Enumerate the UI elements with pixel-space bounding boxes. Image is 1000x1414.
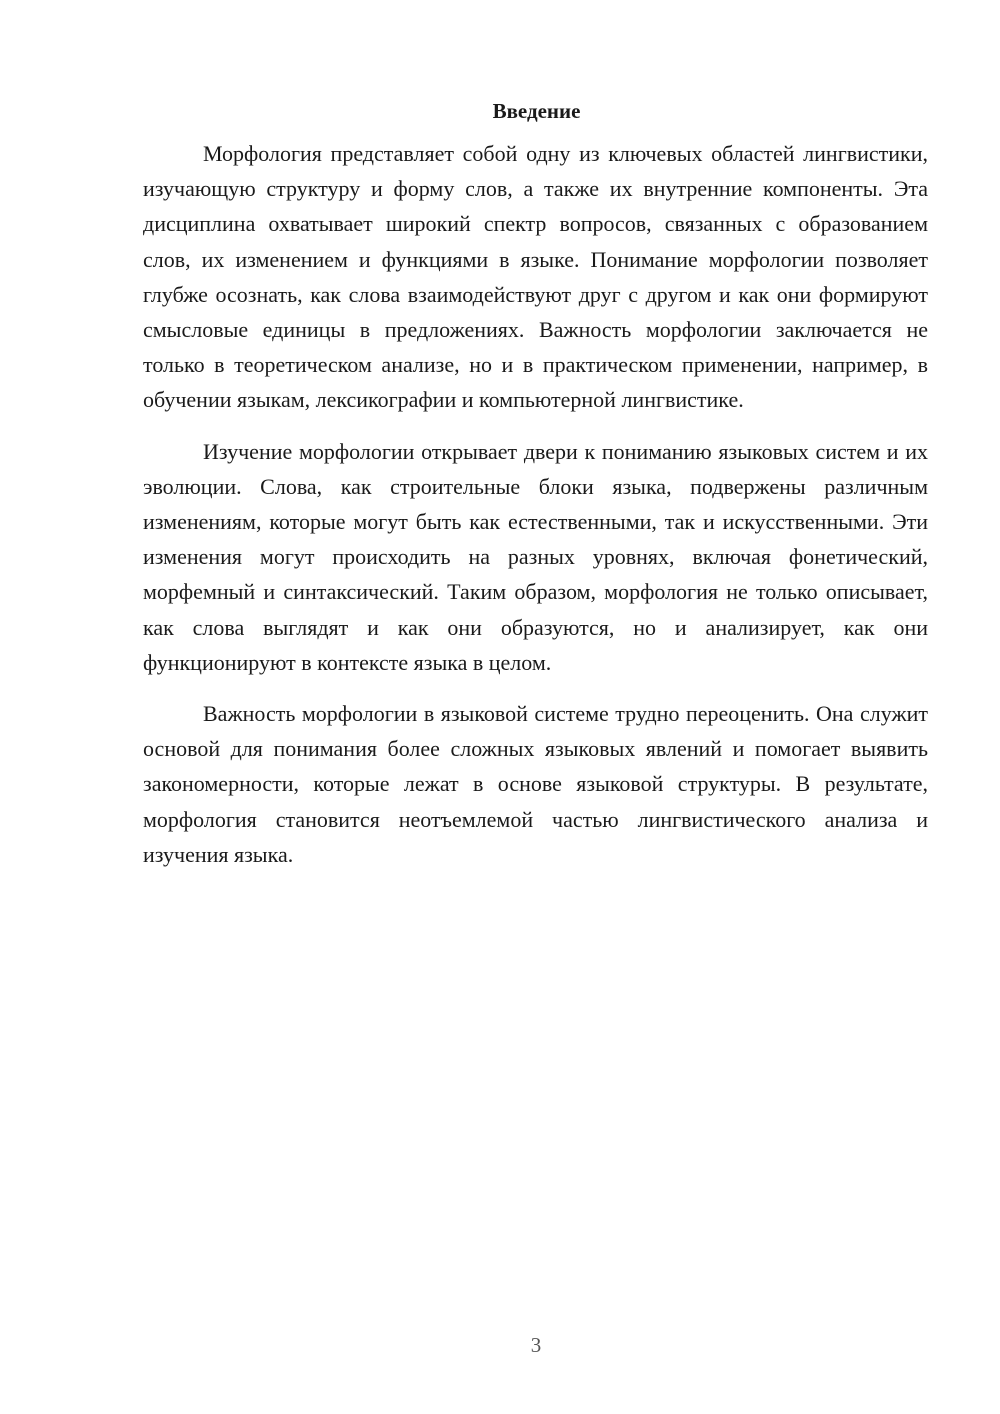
- paragraph-1: Морфология представляет собой одну из ключевых областей лингвистики, изучающую структуру и форму слов, а также их внутренние компоненты. Эта дисциплина охватывает широкий спектр вопросов, связанных с образованием слов, их изменением и функциями в языке. Понимание морфологии позволяет глубже осознать, как слова взаимодействуют друг с другом и как они формируют смысловые единицы в предложениях. Важность морфологии заключается не только в теоретическом анализе, но и в практическом применении, например, в обучении языкам, лексикографии и компьютерной лингвистике.: [143, 141, 928, 413]
- section-heading: Введение: [492, 99, 581, 123]
- page-number: 3: [530, 1333, 542, 1357]
- paragraph-3: Важность морфологии в языковой системе трудно переоценить. Она служит основой для понимания более сложных языковых явлений и помогает выявить закономерности, которые лежат в основе языковой структуры. В результате, морфология становится неотъемлемой частью лингвистического анализа и изучения языка.: [143, 701, 928, 867]
- page-content: [143, 96, 928, 888]
- paragraph-2: Изучение морфологии открывает двери к пониманию языковых систем и их эволюции. Слова, как строительные блоки языка, подвержены различным изменениям, которые могут быть как естественными, так и искусственными. Эти изменения могут происходить на разных уровнях, включая фонетический, морфемный и синтаксический. Таким образом, морфология не только описывает, как слова выглядят и как они образуются, но и анализирует, как они функционируют в контексте языка в целом.: [143, 438, 928, 675]
